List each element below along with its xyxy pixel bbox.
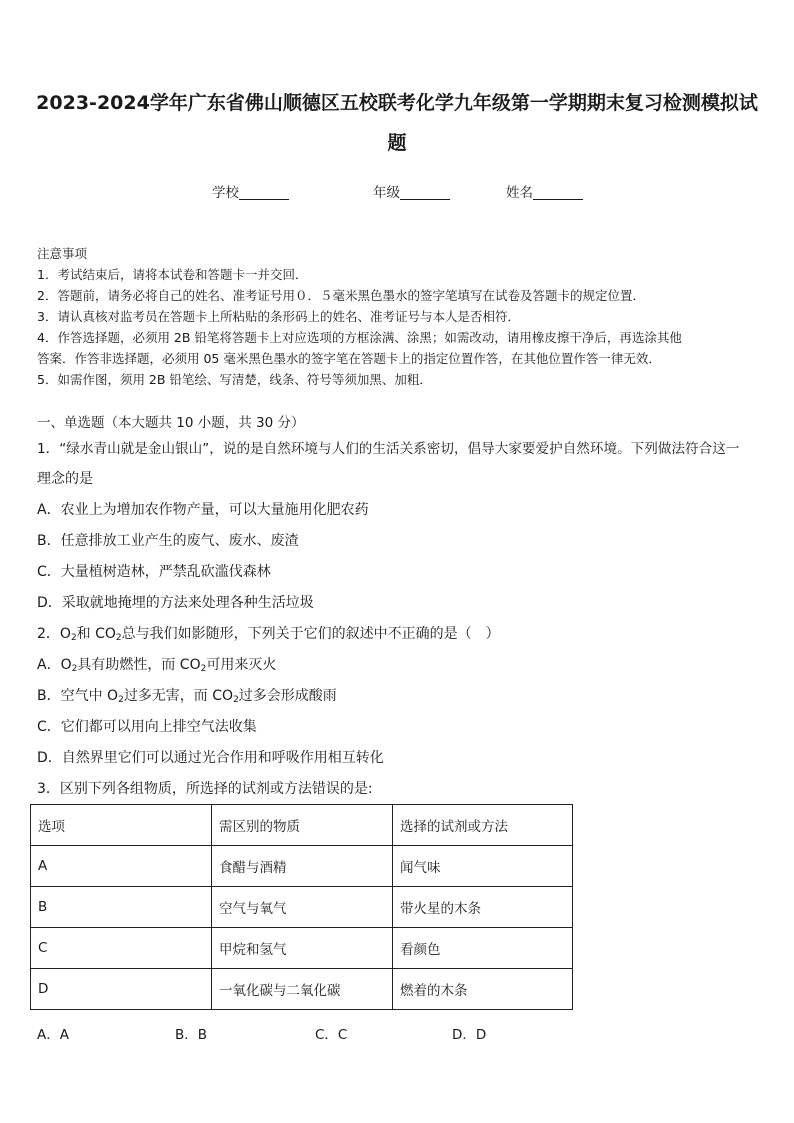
table-row bbox=[31, 846, 573, 887]
q2-option-a-part: A．O bbox=[37, 657, 72, 673]
q2-option-d: D．自然界里它们可以通过光合作用和呼吸作用相互转化 bbox=[37, 750, 384, 766]
notice-item: 3．请认真核对监考员在答题卡上所粘贴的条形码上的姓名、准考证号与本人是否相符． bbox=[37, 309, 520, 324]
notice-item: 答案．作答非选择题，必须用 05 毫米黑色墨水的签字笔在答题卡上的指定位置作答，在其他位置作答一律无效． bbox=[37, 351, 661, 366]
table-row bbox=[31, 928, 573, 969]
q1-option-b: B．任意排放工业产生的废气、废水、废渣 bbox=[37, 533, 299, 549]
table-cell: 空气与氧气 bbox=[212, 887, 393, 928]
q2-stem-part: 总与我们如影随形，下列关于它们的叙述中不正确的是（ ） bbox=[121, 626, 500, 642]
subscript: 2 bbox=[115, 633, 122, 643]
q2-option-c: C．它们都可以用向上排空气法收集 bbox=[37, 719, 257, 735]
notice-item: 2．答题前，请务必将自己的姓名、准考证号用０．５毫米黑色墨水的签字笔填写在试卷及答题卡的规定位置． bbox=[37, 288, 645, 303]
q2-option-a-part: 可用来灭火 bbox=[206, 657, 277, 673]
table-cell: B bbox=[31, 887, 212, 928]
table-cell: 闻气味 bbox=[393, 846, 573, 887]
q2-stem bbox=[37, 623, 500, 643]
q2-stem-part: 和 CO bbox=[76, 626, 116, 642]
table-cell: A bbox=[31, 846, 212, 887]
table-row bbox=[31, 887, 573, 928]
subscript: 2 bbox=[70, 633, 77, 643]
school-field bbox=[212, 181, 289, 201]
name-field bbox=[506, 181, 583, 201]
section-heading: 一、单选题（本大题共 10 小题，共 30 分） bbox=[37, 415, 305, 431]
grade-label: 年级 bbox=[373, 185, 400, 201]
q2-option-b-part: 过多会形成酸雨 bbox=[238, 688, 337, 704]
notice-item: 5．如需作图，须用 2B 铅笔绘、写清楚，线条、符号等须加黑、加粗． bbox=[37, 372, 432, 387]
q2-option-a bbox=[37, 654, 276, 674]
grade-blank bbox=[400, 185, 450, 200]
q1-option-c: C．大量植树造林，严禁乱砍滥伐森林 bbox=[37, 564, 271, 580]
table-header-cell: 选择的试剂或方法 bbox=[393, 805, 573, 846]
table-cell: D bbox=[31, 969, 212, 1010]
exam-title-line1: 2023-2024学年广东省佛山顺德区五校联考化学九年级第一学期期末复习检测模拟试 bbox=[36, 92, 758, 114]
name-label: 姓名 bbox=[506, 185, 533, 201]
q3-answer-d: D．D bbox=[452, 1027, 487, 1043]
notice-item: 4．作答选择题，必须用 2B 铅笔将答题卡上对应选项的方框涂满、涂黑；如需改动，请用橡皮擦干净后，再选涂其他 bbox=[37, 330, 682, 345]
table-cell: 看颜色 bbox=[393, 928, 573, 969]
school-blank bbox=[239, 185, 289, 200]
q1-stem-line2: 理念的是 bbox=[37, 471, 93, 487]
q3-answer-a: A．A bbox=[37, 1027, 69, 1043]
subscript: 2 bbox=[233, 695, 239, 705]
subscript: 2 bbox=[118, 695, 124, 705]
q3-answer-b: B．B bbox=[175, 1027, 208, 1043]
table-cell: 甲烷和氢气 bbox=[212, 928, 393, 969]
table-header-cell: 需区别的物质 bbox=[212, 805, 393, 846]
table-header-row bbox=[31, 805, 573, 846]
name-blank bbox=[533, 185, 583, 200]
q2-option-b-part: B．空气中 O bbox=[37, 688, 119, 704]
q3-answer-c: C．C bbox=[315, 1027, 348, 1043]
table-header-cell: 选项 bbox=[31, 805, 212, 846]
q2-stem-part: 2．O bbox=[37, 626, 71, 642]
q3-table bbox=[30, 804, 573, 1010]
school-label: 学校 bbox=[212, 185, 239, 201]
q3-stem: 3．区别下列各组物质，所选择的试剂或方法错误的是: bbox=[37, 781, 373, 797]
notice-heading: 注意事项 bbox=[37, 246, 88, 261]
table-cell: 燃着的木条 bbox=[393, 969, 573, 1010]
table-row bbox=[31, 969, 573, 1010]
q2-option-b-part: 过多无害，而 CO bbox=[123, 688, 234, 704]
q2-option-a-part: 具有助燃性，而 CO bbox=[77, 657, 201, 673]
table-cell: 带火星的木条 bbox=[393, 887, 573, 928]
q1-stem-line1: 1．“绿水青山就是金山银山”，说的是自然环境与人们的生活关系密切，倡导大家要爱护自然环境。下列做法符合这一 bbox=[37, 441, 740, 457]
q2-option-b bbox=[37, 685, 337, 705]
notice-item: 1．考试结束后，请将本试卷和答题卡一并交回． bbox=[37, 267, 308, 282]
table-cell: C bbox=[31, 928, 212, 969]
exam-title-line2: 题 bbox=[387, 132, 407, 154]
q1-option-d: D．采取就地掩埋的方法来处理各种生活垃圾 bbox=[37, 595, 314, 611]
subscript: 2 bbox=[200, 664, 207, 674]
grade-field bbox=[373, 181, 450, 201]
q1-option-a: A．农业上为增加农作物产量，可以大量施用化肥农药 bbox=[37, 502, 369, 518]
table-cell: 一氧化碳与二氧化碳 bbox=[212, 969, 393, 1010]
subscript: 2 bbox=[71, 664, 78, 674]
table-cell: 食醋与酒精 bbox=[212, 846, 393, 887]
